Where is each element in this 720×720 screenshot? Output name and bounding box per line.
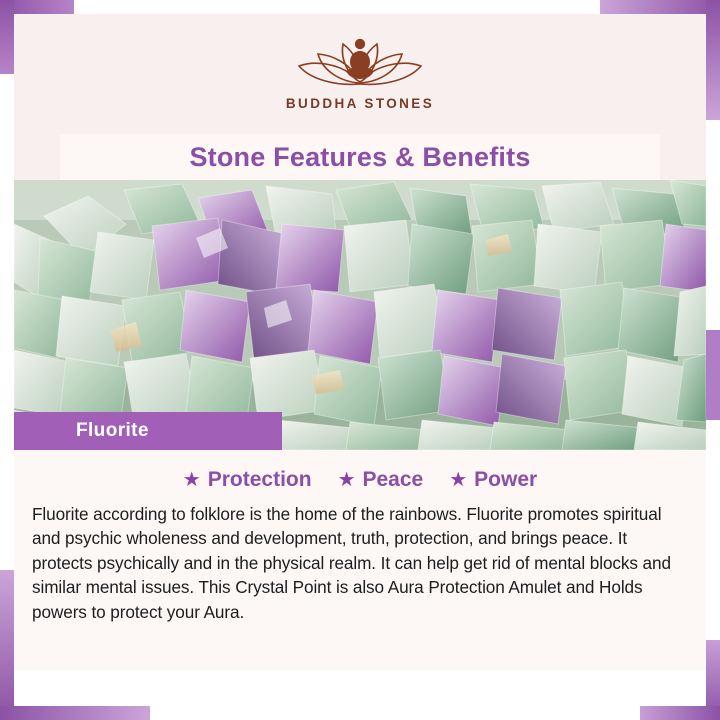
star-icon: ★ (337, 469, 356, 491)
benefit-item (183, 468, 312, 492)
frame-ribbon-bottom-right-horizontal (640, 706, 720, 720)
frame-ribbon-bottom-left-horizontal (0, 706, 150, 720)
stone-photo-art (14, 180, 706, 450)
benefit-label: Power (474, 468, 538, 491)
frame-ribbon-top-right (600, 0, 720, 14)
frame-ribbon-right-top (706, 0, 720, 120)
footer-strip (14, 670, 706, 706)
brand-block (14, 30, 706, 111)
stone-name-text: Fluorite (76, 420, 149, 441)
benefits-list (32, 468, 688, 492)
stone-photo (14, 180, 706, 450)
benefit-label: Protection (207, 468, 312, 491)
stone-description: Fluorite according to folklore is the home of the rainbows. Fluorite promotes spiritual and psychic wholeness and development, truth, protection, and brings peace. It protects psychically and in the physical realm. It can help get rid of mental blocks and similar mental issues. This Crystal Point is also Aura Protection Amulet and Holds powers to protect your Aura. (32, 504, 671, 622)
brand-name: BUDDHA STONES (285, 96, 435, 111)
card-header (14, 14, 706, 180)
frame-ribbon-bottom-left (0, 570, 14, 720)
frame-ribbon-left-top (0, 0, 14, 74)
benefit-item (338, 468, 424, 492)
title-band (60, 134, 660, 180)
star-icon: ★ (182, 469, 201, 491)
lotus-meditation-icon (285, 30, 435, 92)
page-title: Stone Features & Benefits (189, 141, 531, 172)
star-icon: ★ (449, 469, 468, 491)
frame-edge-tick (706, 330, 720, 420)
stone-name-badge (14, 412, 282, 450)
benefits-panel (14, 450, 706, 670)
benefit-item (449, 468, 537, 492)
benefit-label: Peace (362, 468, 424, 491)
